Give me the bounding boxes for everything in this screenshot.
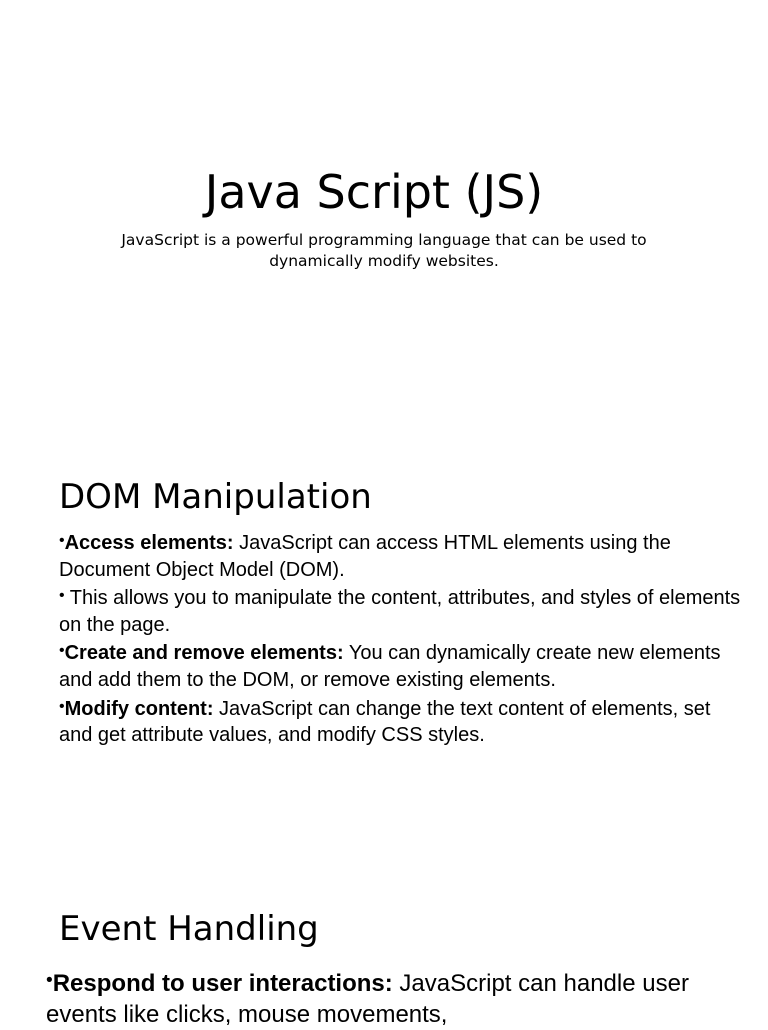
bullet-text: This allows you to manipulate the content, attributes, and styles of elements on the page. (59, 587, 741, 636)
event-handling-bullet-list (46, 965, 746, 1030)
bullet-text: JavaScript can change the text content of elements, set and get attribute values, and modify CSS styles. (59, 697, 711, 747)
bullet-text: JavaScript can access HTML elements using the Document Object Model (DOM). (59, 532, 671, 581)
bullet-term: Respond to user interactions: (52, 969, 393, 997)
bullet-term: Modify content: (64, 697, 214, 720)
bullet-term: Access elements: (64, 532, 234, 554)
bullet-text: You can dynamically create new elements and add them to the DOM, or remove existing elements. (59, 642, 721, 691)
bullet-item (59, 528, 749, 583)
bullet-icon: • (59, 642, 65, 660)
bullet-item (59, 638, 749, 693)
bullet-text: JavaScript can handle user events like clicks, mouse movements, (46, 969, 689, 1028)
bullet-icon: • (46, 970, 53, 991)
bullet-icon: • (59, 532, 65, 549)
page-subtitle: JavaScript is a powerful programming language that can be used to dynamically modify websites. (121, 231, 647, 270)
dom-manipulation-bullet-list (59, 528, 749, 749)
bullet-item (59, 583, 749, 638)
page-title: Java Script (JS) (204, 165, 544, 219)
bullet-item (46, 965, 746, 1030)
section-heading-event-handling: Event Handling (59, 909, 319, 949)
section-heading-dom-manipulation: DOM Manipulation (59, 477, 372, 517)
bullet-icon: • (59, 587, 65, 605)
bullet-item (59, 694, 749, 749)
bullet-term: Create and remove elements: (64, 642, 344, 665)
bullet-icon: • (59, 697, 65, 715)
